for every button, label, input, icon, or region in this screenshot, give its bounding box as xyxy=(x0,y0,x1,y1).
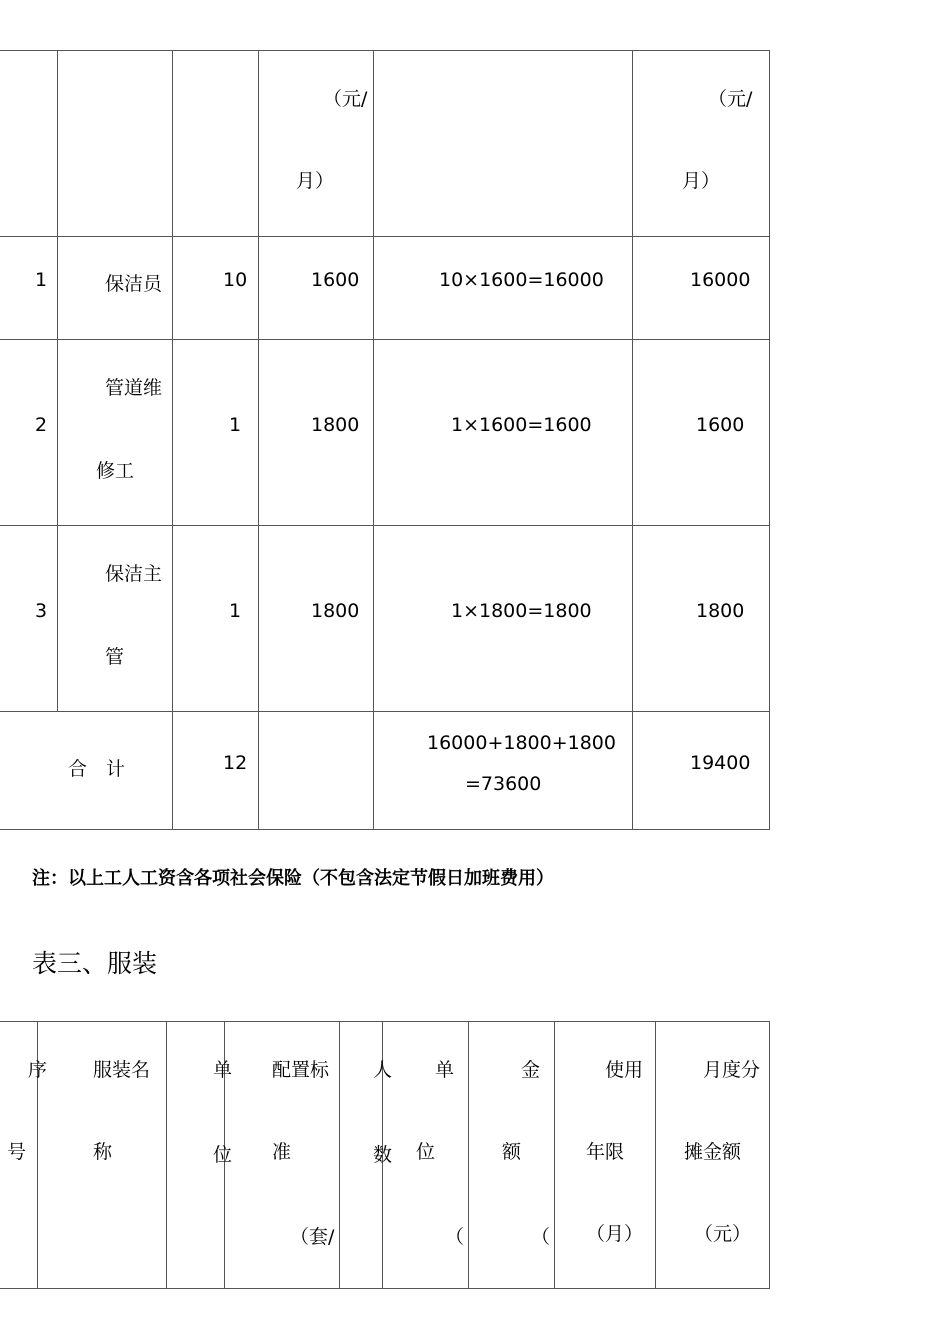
header-clothing-name: 服装名 xyxy=(93,1059,151,1081)
header-monthly-amount-unit: （元） xyxy=(694,1223,752,1245)
table-rule xyxy=(468,1021,469,1288)
wage-note: 注：以上工人工资含各项社会保险（不包含法定节假日加班费用） xyxy=(32,868,554,889)
unit-salary: 1800 xyxy=(311,414,360,436)
position-name: 保洁主 xyxy=(105,563,163,585)
staff-count: 1 xyxy=(229,600,242,622)
unit-salary: 1800 xyxy=(311,600,360,622)
header-seq: 序 xyxy=(28,1059,48,1081)
table-rule xyxy=(632,50,633,829)
table-rule xyxy=(769,50,770,829)
sum-formula: 16000+1800+1800 xyxy=(427,732,616,754)
header-amount: 金 xyxy=(521,1059,541,1081)
table-rule xyxy=(166,1021,167,1288)
position-name-cont: 修工 xyxy=(96,460,135,482)
header-standard-unit: （套/ xyxy=(290,1226,335,1248)
header-service-life-unit: （月） xyxy=(586,1223,644,1245)
header-unit: 单 xyxy=(213,1059,233,1081)
table-rule xyxy=(769,1021,770,1288)
staff-count: 1 xyxy=(229,414,242,436)
table-rule xyxy=(172,50,173,829)
table-rule xyxy=(0,50,770,51)
table-rule xyxy=(0,236,770,237)
position-name: 管道维 xyxy=(105,377,163,399)
staff-count: 10 xyxy=(223,269,248,291)
cost-formula: 1×1800=1800 xyxy=(451,600,592,622)
header-unit-price-paren: （ xyxy=(445,1226,465,1248)
row-number: 2 xyxy=(35,414,48,436)
sum-total: 19400 xyxy=(690,752,751,774)
table-rule xyxy=(0,1288,770,1289)
table-rule xyxy=(373,50,374,829)
header-standard: 配置标 xyxy=(272,1059,330,1081)
header-seq-cont: 号 xyxy=(7,1141,27,1163)
section-title: 表三、服装 xyxy=(32,949,158,978)
cost-formula: 10×1600=16000 xyxy=(439,269,604,291)
monthly-cost: 1600 xyxy=(696,414,745,436)
sum-label: 合 计 xyxy=(68,758,126,780)
monthly-cost: 1800 xyxy=(696,600,745,622)
header-standard-cont: 准 xyxy=(272,1141,292,1163)
row-number: 1 xyxy=(35,269,48,291)
monthly-cost: 16000 xyxy=(690,269,751,291)
table-rule xyxy=(655,1021,656,1288)
position-name-cont: 管 xyxy=(105,646,125,668)
header-amount-paren: （ xyxy=(531,1226,551,1248)
header-people-cont: 数 xyxy=(373,1144,393,1166)
table-rule xyxy=(339,1021,340,1288)
header-unit-price: 单 xyxy=(435,1059,455,1081)
header-price-unit: （元/ xyxy=(323,88,368,110)
row-number: 3 xyxy=(35,600,48,622)
table-rule xyxy=(57,50,58,711)
sum-formula-cont: =73600 xyxy=(465,773,542,795)
table-rule xyxy=(0,711,770,712)
header-service-life-cont: 年限 xyxy=(586,1141,625,1163)
header-unit-cont: 位 xyxy=(213,1144,233,1166)
table-rule xyxy=(258,50,259,829)
header-monthly-amount-cont: 摊金额 xyxy=(684,1141,742,1163)
table-rule xyxy=(554,1021,555,1288)
unit-salary: 1600 xyxy=(311,269,360,291)
position-name: 保洁员 xyxy=(105,273,163,295)
header-clothing-name-cont: 称 xyxy=(93,1141,113,1163)
cost-formula: 1×1600=1600 xyxy=(451,414,592,436)
header-unit-price-cont: 位 xyxy=(416,1141,436,1163)
table-rule xyxy=(0,339,770,340)
header-total-unit: （元/ xyxy=(708,88,753,110)
header-service-life: 使用 xyxy=(605,1059,644,1081)
header-monthly-amount: 月度分 xyxy=(703,1059,761,1081)
header-amount-cont: 额 xyxy=(502,1141,522,1163)
sum-count: 12 xyxy=(223,752,248,774)
header-people: 人 xyxy=(373,1059,393,1081)
table-rule xyxy=(0,829,770,830)
header-price-unit: 月） xyxy=(296,170,335,192)
header-total-unit: 月） xyxy=(682,170,721,192)
table-rule xyxy=(0,525,770,526)
